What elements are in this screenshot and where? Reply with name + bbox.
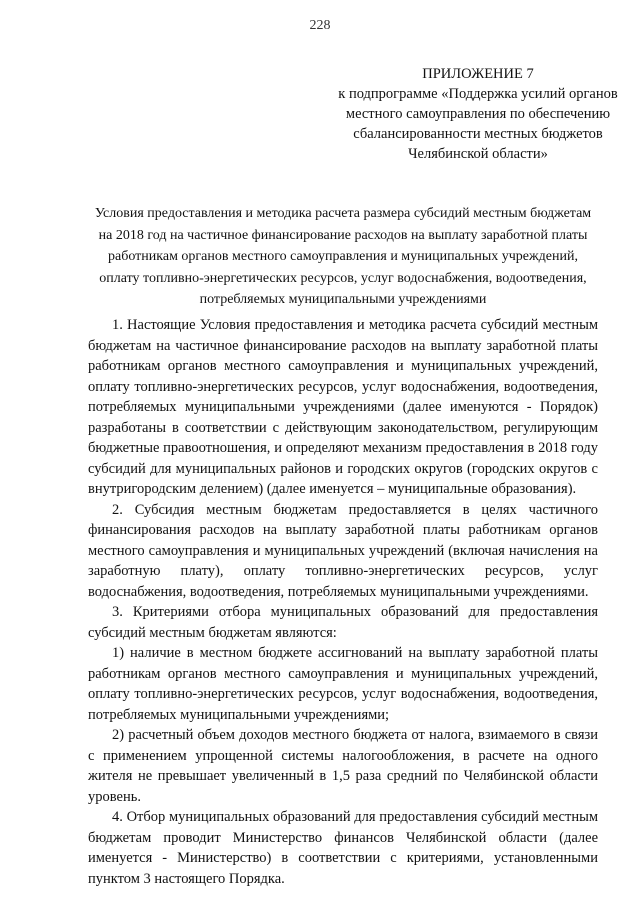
paragraph-3-item-2: 2) расчетный объем доходов местного бюджета от налога, взимаемого в связи с применением упрощенной системы налогообложения, в расчете на одного жителя не превышает увеличенный в 1,5 раза средний по Челябинской области уровень. xyxy=(88,727,598,805)
appendix-header xyxy=(328,64,628,164)
page-number: 228 xyxy=(309,18,331,33)
paragraph-1: 1. Настоящие Условия предоставления и методика расчета субсидий местным бюджетам на частичное финансирование расходов на выплату заработной платы работникам органов местного самоуправления и муниципальных учреждений, оплату топливно-энергетических ресурсов, услуг водоснабжения, водоотведения, потребляемых муниципальными учреждениями (далее именуются - Порядок) разработаны в соответствии с действующим законодательством, регулирующим бюджетные правоотношения, и определяют механизм предоставления в 2018 году субсидий для муниципальных районов и городских округов (городских округов с внутригородским делением) (далее именуется – муниципальные образования). xyxy=(88,317,598,497)
document-title: Условия предоставления и методика расчета размера субсидий местным бюджетам на 2018 год на частичное финансирование расходов на выплату заработной платы работникам органов местного самоуправления и муниципальных учреждений, оплату топливно-энергетических ресурсов, услуг водоснабжения, водоотведения, потребляемых муниципальными учреждениями xyxy=(94,206,592,307)
paragraph-3-item-1: 1) наличие в местном бюджете ассигнований на выплату заработной платы работникам органов местного самоуправления и муниципальных учреждений, оплату топливно-энергетических ресурсов, услуг водоснабжения, водоотведения, потребляемых муниципальными учреждениями; xyxy=(88,645,598,723)
appendix-label: ПРИЛОЖЕНИЕ 7 xyxy=(422,66,534,82)
paragraph-4: 4. Отбор муниципальных образований для предоставления субсидий местным бюджетам проводит Министерство финансов Челябинской области (далее именуется - Министерство) в соответствии с критериями, установленными пунктом 3 настоящего Порядка. xyxy=(88,809,598,887)
paragraph-2: 2. Субсидия местным бюджетам предоставляется в целях частичного финансирования расходов на выплату заработной платы работникам органов местного самоуправления и муниципальных учреждений (включая начисления на заработную плату), оплату топливно-энергетических ресурсов, услуг водоснабжения, водоотведения, потребляемых муниципальными учреждениями. xyxy=(88,501,598,600)
paragraph-3: 3. Критериями отбора муниципальных образований для предоставления субсидий местным бюджетам являются: xyxy=(88,604,598,641)
appendix-text: к подпрограмме «Поддержка усилий органов местного самоуправления по обеспечению сбалансированности местных бюджетов Челябинской области» xyxy=(338,86,618,162)
document-body xyxy=(88,315,598,889)
